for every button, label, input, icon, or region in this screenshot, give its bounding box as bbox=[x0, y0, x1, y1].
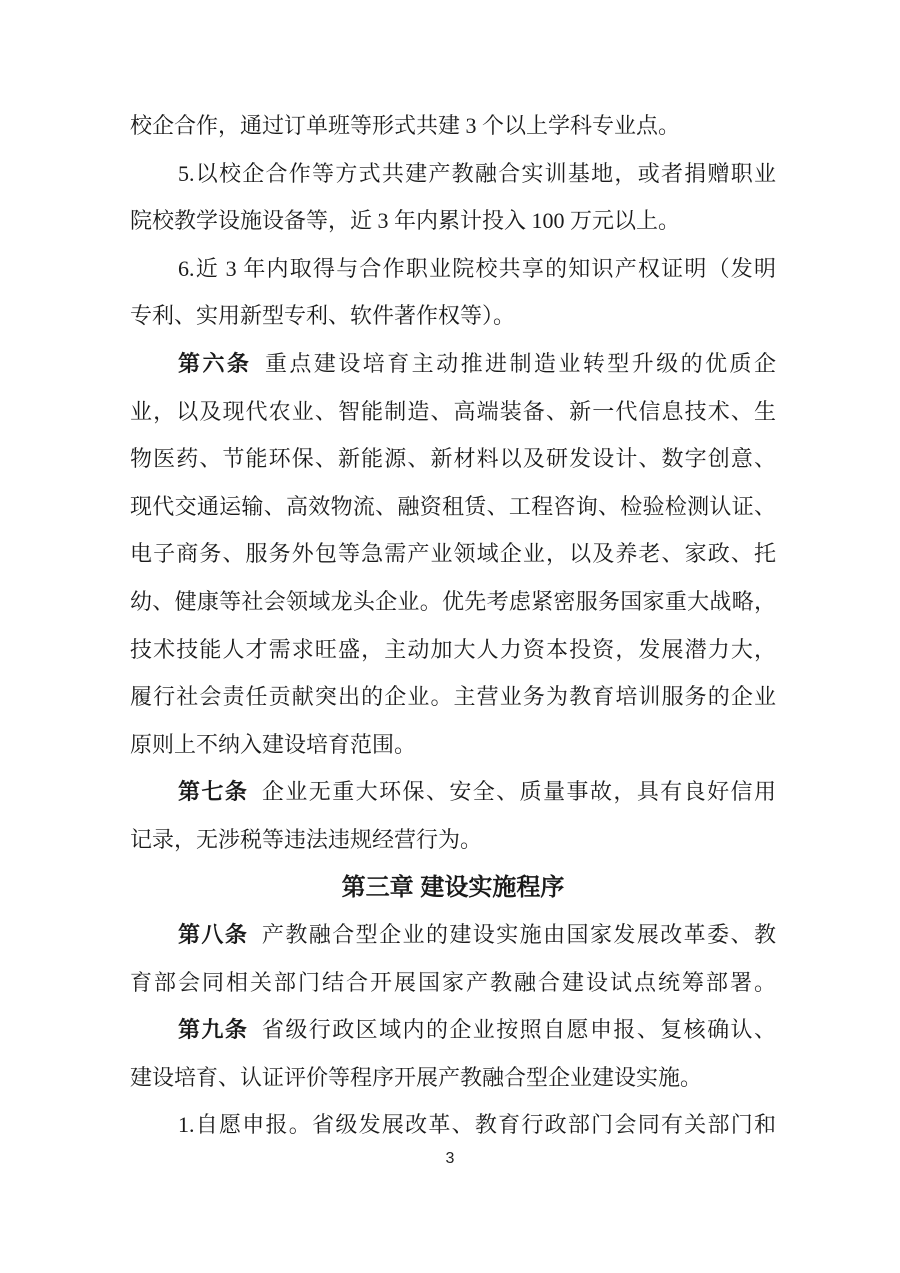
doc-line bbox=[130, 578, 776, 626]
doc-line bbox=[130, 102, 776, 150]
article-number-label: 第六条 bbox=[178, 350, 252, 376]
doc-line bbox=[130, 483, 776, 531]
doc-line bbox=[130, 435, 776, 483]
line-text: 校企合作，通过订单班等形式共建 3 个以上学科专业点。 bbox=[130, 113, 681, 138]
doc-line bbox=[130, 197, 776, 245]
line-text: 专利、实用新型专利、软件著作权等）。 bbox=[130, 303, 516, 329]
line-text: 产教融合型企业的建设实施由国家发展改革委、教 bbox=[261, 922, 776, 948]
line-text: 省级行政区域内的企业按照自愿申报、复核确认、 bbox=[261, 1017, 776, 1043]
line-text: 院校教学设施设备等，近 3 年内累计投入 100 万元以上。 bbox=[130, 208, 681, 234]
line-text: 业，以及现代农业、智能制造、高端装备、新一代信息技术、生 bbox=[130, 398, 776, 424]
line-text: 现代交通运输、高效物流、融资租赁、工程咨询、检验检测认证、 bbox=[130, 493, 776, 519]
line-text: 育部会同相关部门结合开展国家产教融合建设试点统筹部署。 bbox=[130, 969, 776, 995]
page-footer bbox=[0, 1150, 900, 1168]
doc-line bbox=[130, 721, 776, 769]
line-text: 建设培育、认证评价等程序开展产教融合型企业建设实施。 bbox=[130, 1064, 703, 1090]
doc-line bbox=[130, 959, 776, 1007]
doc-line bbox=[130, 626, 776, 674]
line-text: 企业无重大环保、安全、质量事故，具有良好信用 bbox=[261, 779, 776, 805]
document-body bbox=[130, 102, 776, 1149]
line-text: 1.自愿申报。省级发展改革、教育行政部门会同有关部门和 bbox=[178, 1112, 776, 1138]
article-number-label: 第七条 bbox=[178, 779, 249, 805]
doc-line bbox=[130, 816, 776, 864]
chapter-heading-text: 第三章 建设实施程序 bbox=[341, 873, 565, 901]
article-number-label: 第八条 bbox=[178, 922, 249, 948]
line-text: 重点建设培育主动推进制造业转型升级的优质企 bbox=[264, 350, 776, 376]
doc-line bbox=[130, 388, 776, 436]
article-number-label: 第九条 bbox=[178, 1017, 249, 1043]
line-text: 6.近 3 年内取得与合作职业院校共享的知识产权证明（发明 bbox=[178, 255, 776, 281]
doc-line-article-9 bbox=[130, 1006, 776, 1054]
line-text: 幼、健康等社会领域龙头企业。优先考虑紧密服务国家重大战略， bbox=[130, 588, 776, 614]
doc-line bbox=[130, 150, 776, 198]
doc-line bbox=[130, 1101, 776, 1149]
doc-line-article-6 bbox=[130, 340, 776, 388]
line-text: 记录，无涉税等违法违规经营行为。 bbox=[130, 826, 483, 852]
line-text: 电子商务、服务外包等急需产业领域企业，以及养老、家政、托 bbox=[130, 541, 776, 567]
doc-line bbox=[130, 530, 776, 578]
line-text: 物医药、节能环保、新能源、新材料以及研发设计、数字创意、 bbox=[130, 446, 776, 472]
doc-line bbox=[130, 1054, 776, 1102]
doc-line-article-8 bbox=[130, 911, 776, 959]
doc-line bbox=[130, 245, 776, 293]
doc-line-article-7 bbox=[130, 768, 776, 816]
line-text: 5.以校企合作等方式共建产教融合实训基地，或者捐赠职业 bbox=[178, 160, 776, 186]
doc-line bbox=[130, 292, 776, 340]
line-text: 履行社会责任贡献突出的企业。主营业务为教育培训服务的企业 bbox=[130, 684, 776, 710]
page-number: 3 bbox=[445, 1150, 455, 1167]
line-text: 原则上不纳入建设培育范围。 bbox=[130, 731, 417, 757]
line-text: 技术技能人才需求旺盛，主动加大人力资本投资，发展潜力大， bbox=[130, 636, 776, 662]
chapter-heading bbox=[130, 864, 776, 912]
doc-line bbox=[130, 673, 776, 721]
